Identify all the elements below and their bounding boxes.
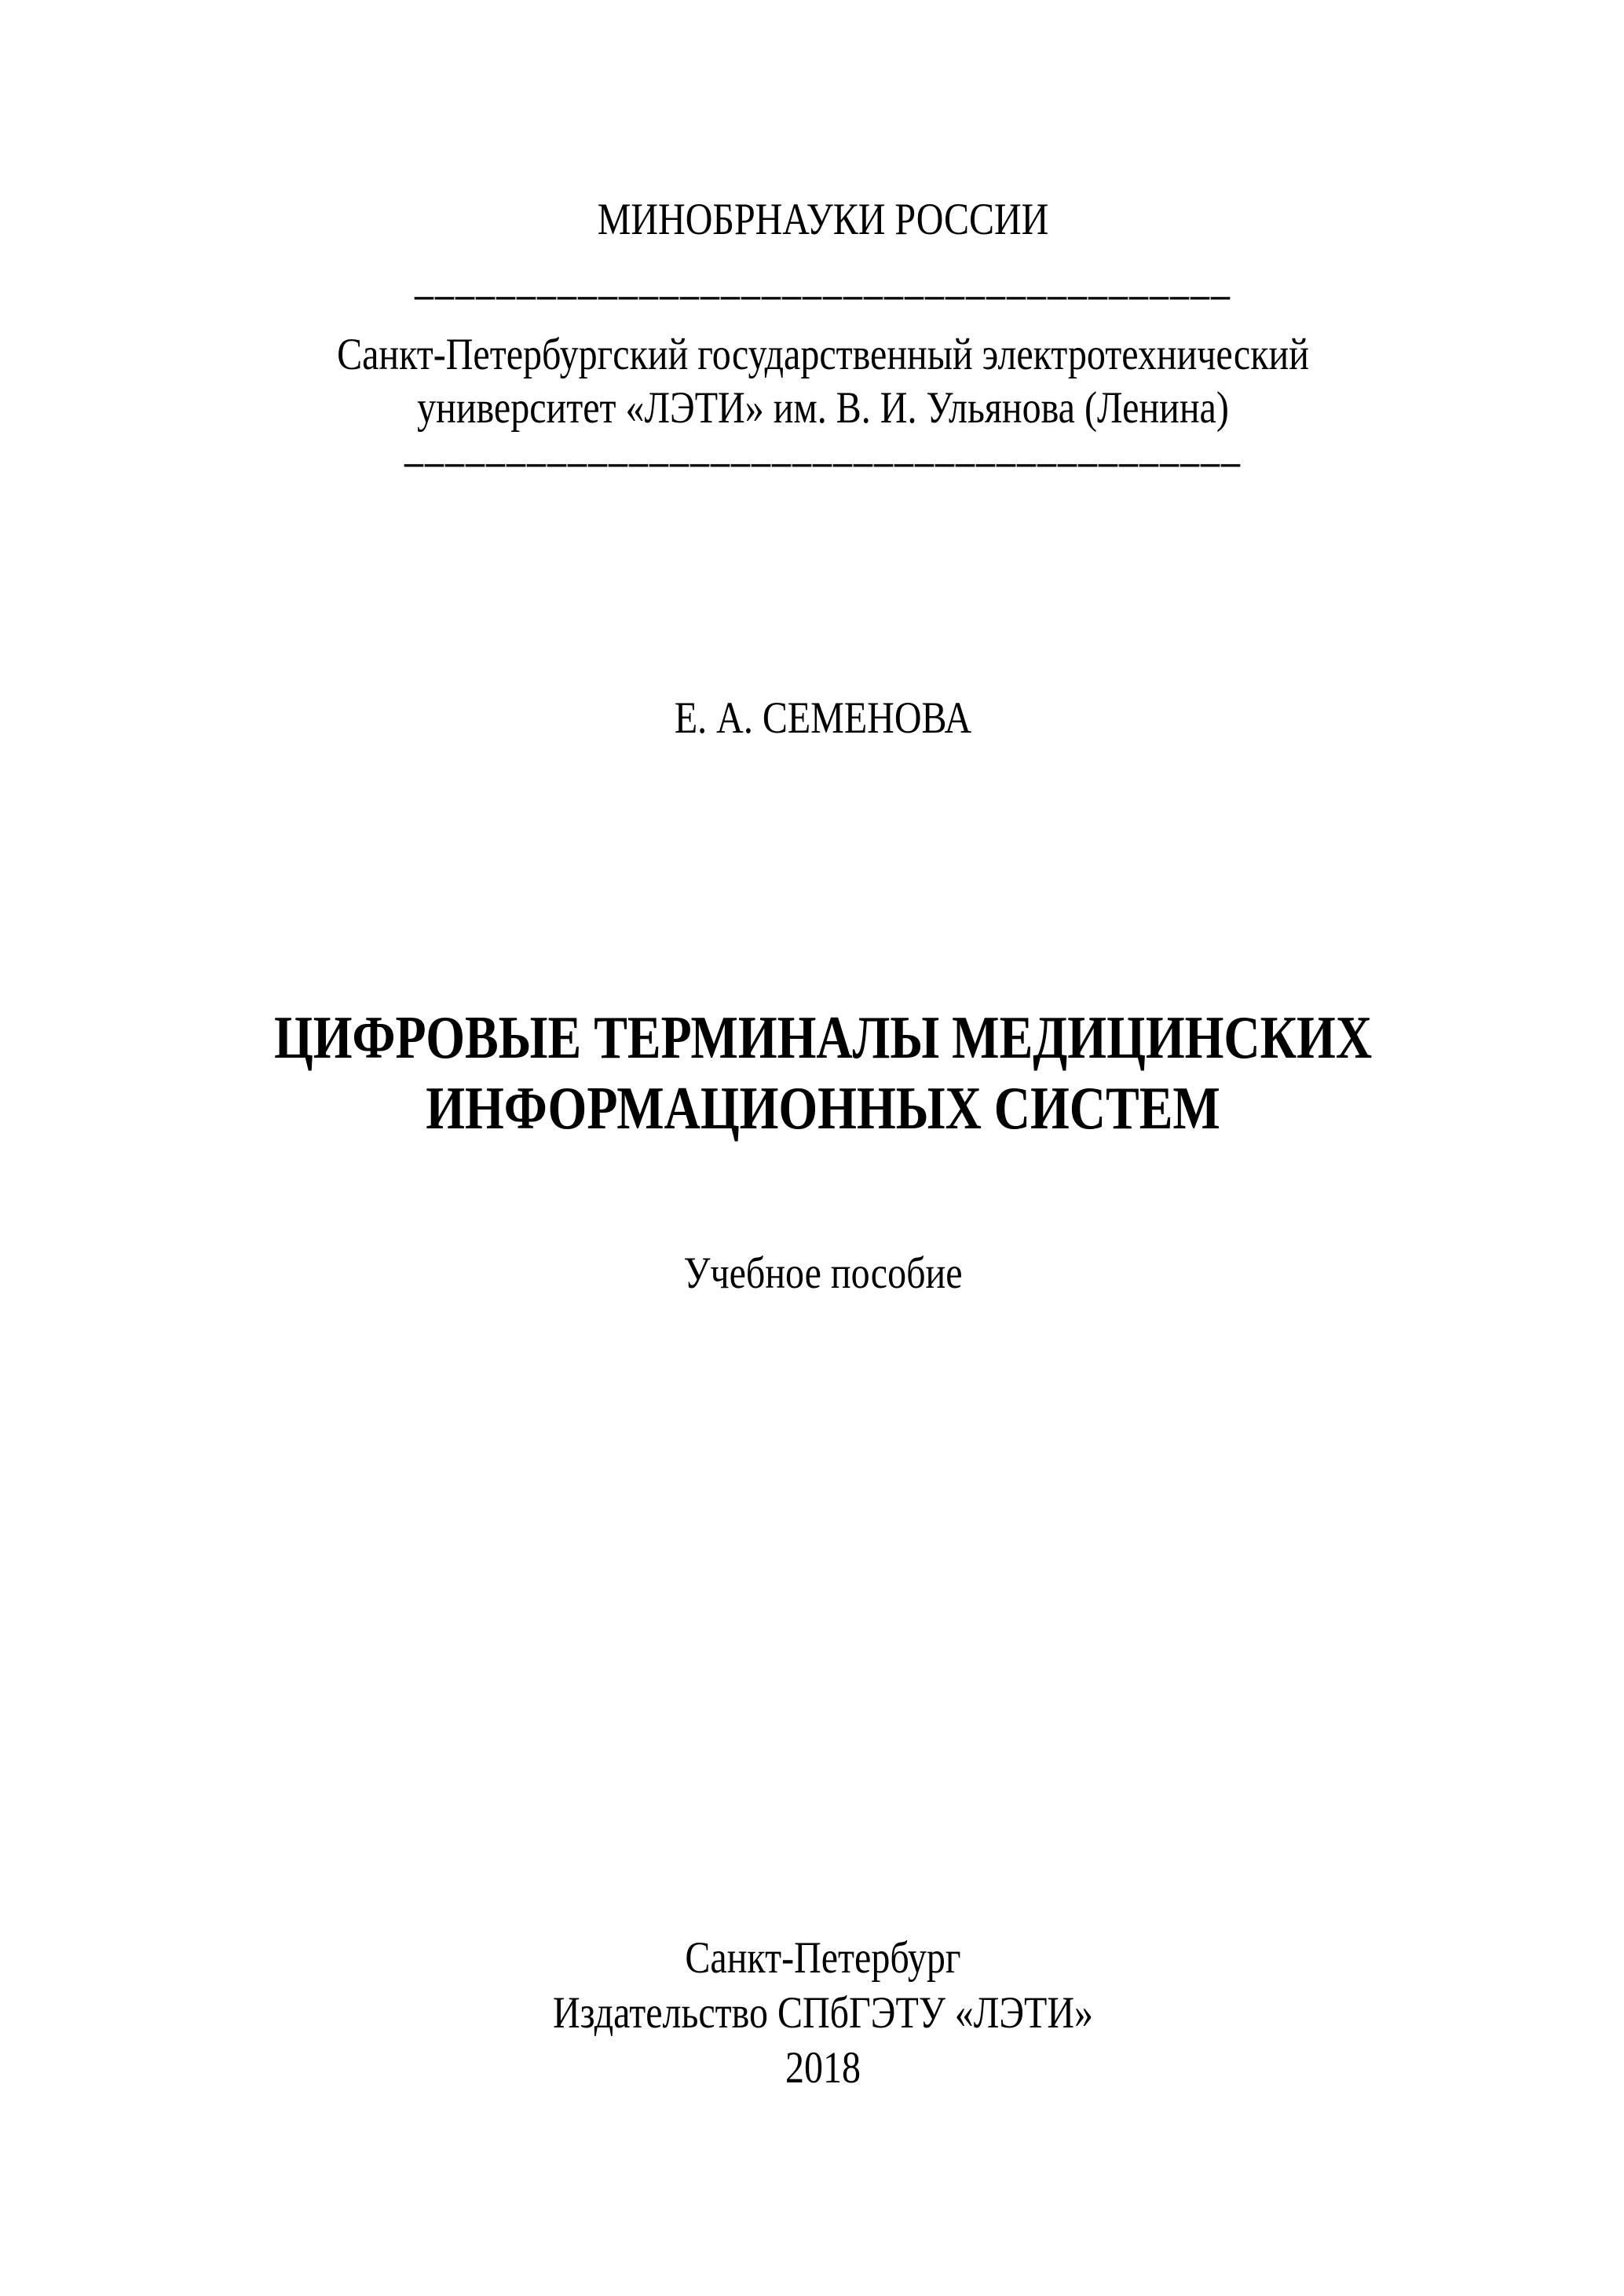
edition-subtitle — [22, 1250, 1624, 1297]
university-name-line2: университет «ЛЭТИ» им. В. И. Ульянова (Ленина) — [417, 382, 1229, 433]
imprint-block — [22, 1931, 1624, 2096]
imprint-year: 2018 — [785, 2042, 861, 2093]
author-name-text: Е. А. СЕМЕНОВА — [674, 693, 972, 744]
divider-line-top — [22, 261, 1624, 303]
author-name — [22, 695, 1624, 742]
divider-line-bottom-glyphs: _________________________________________ — [404, 429, 1242, 470]
imprint-city: Санкт-Петербург — [685, 1932, 961, 1983]
divider-line-bottom — [22, 431, 1624, 469]
book-title-line2: ИНФОРМАЦИОННЫХ СИСТЕМ — [426, 1074, 1220, 1142]
university-name — [22, 328, 1624, 435]
divider-line-top-glyphs: ________________________________________ — [415, 261, 1231, 303]
imprint-publisher: Издательство СПбГЭТУ «ЛЭТИ» — [552, 1987, 1094, 2038]
ministry-heading-text: МИНОБРНАУКИ РОССИИ — [597, 194, 1049, 245]
university-name-line1: Санкт-Петербургский государственный электротехнический — [337, 329, 1309, 380]
edition-subtitle-text: Учебное пособие — [683, 1248, 963, 1299]
book-title-line1: ЦИФРОВЫЕ ТЕРМИНАЛЫ МЕДИЦИНСКИХ — [273, 1004, 1373, 1071]
book-title — [22, 1003, 1624, 1144]
ministry-heading — [22, 196, 1624, 243]
